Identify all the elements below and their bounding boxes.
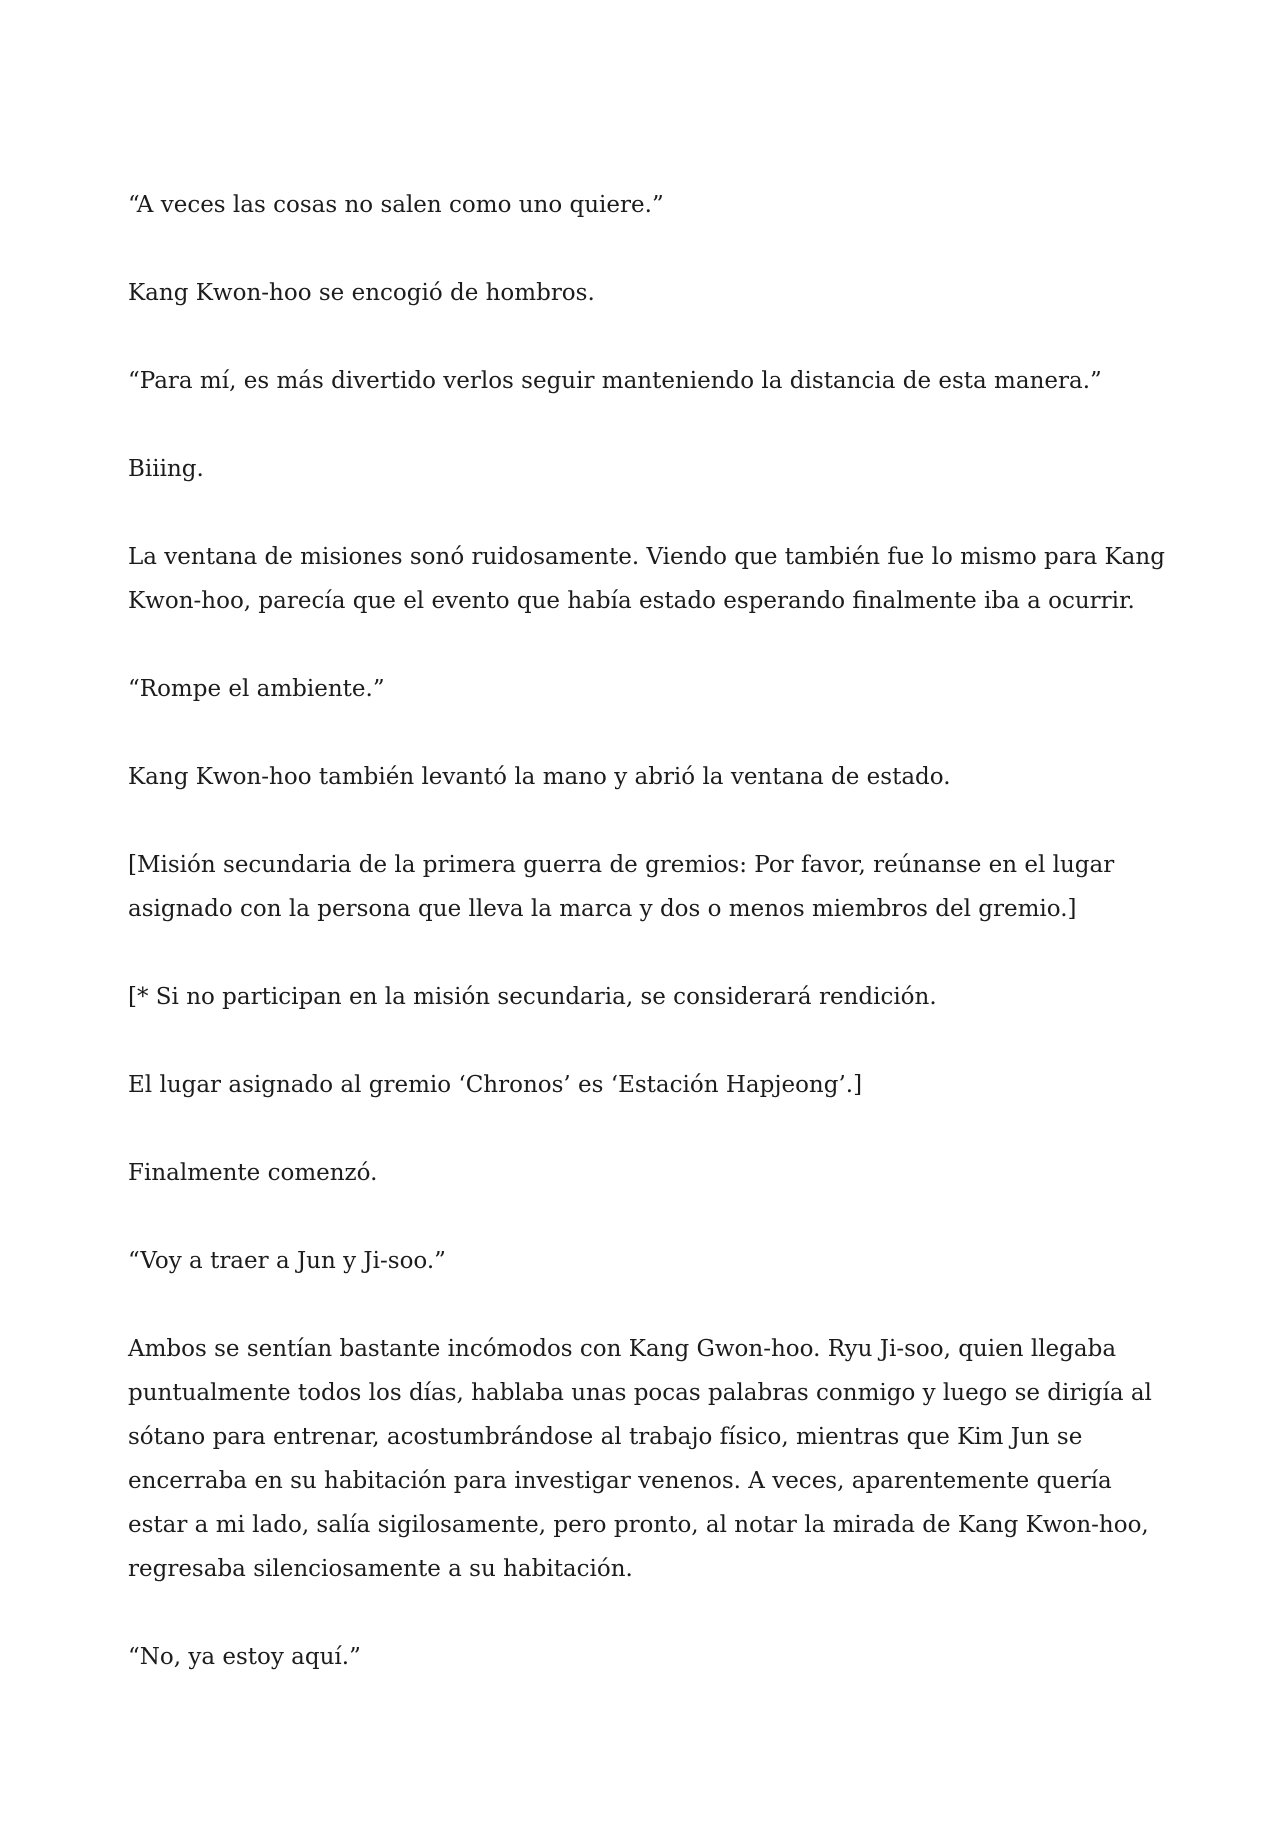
- paragraph: Kang Kwon-hoo se encogió de hombros.: [128, 280, 595, 306]
- paragraph: “A veces las cosas no salen como uno quiere.”: [128, 192, 664, 218]
- paragraph: Kang Kwon-hoo también levantó la mano y abrió la ventana de estado.: [128, 764, 951, 790]
- paragraph: [Misión secundaria de la primera guerra de gremios: Por favor, reúnanse en el lugar asignado con la persona que lleva la marca y dos o menos miembros del gremio.]: [128, 852, 1115, 922]
- paragraph: La ventana de misiones sonó ruidosamente. Viendo que también fue lo mismo para Kang Kwon-hoo, parecía que el evento que había estado esperando finalmente iba a ocurrir.: [128, 544, 1165, 614]
- paragraph: El lugar asignado al gremio ‘Chronos’ es ‘Estación Hapjeong’.]: [128, 1072, 863, 1098]
- paragraph: “Para mí, es más divertido verlos seguir manteniendo la distancia de esta manera.”: [128, 368, 1102, 394]
- paragraph: Ambos se sentían bastante incómodos con Kang Gwon-hoo. Ryu Ji-soo, quien llegaba puntualmente todos los días, hablaba unas pocas palabras conmigo y luego se dirigía al sótano para entrenar, acostumbrándose al trabajo físico, mientras que Kim Jun se encerraba en su habitación para investigar venenos. A veces, aparentemente quería estar a mi lado, salía sigilosamente, pero pronto, al notar la mirada de Kang Kwon-hoo, regresaba silenciosamente a su habitación.: [128, 1336, 1152, 1582]
- paragraph: “Rompe el ambiente.”: [128, 676, 385, 702]
- paragraph: “Voy a traer a Jun y Ji-soo.”: [128, 1248, 446, 1274]
- paragraph: [* Si no participan en la misión secundaria, se considerará rendición.: [128, 984, 937, 1010]
- paragraph: Biiing.: [128, 456, 204, 482]
- paragraph: Finalmente comenzó.: [128, 1160, 378, 1186]
- document-body: [128, 183, 1168, 1723]
- paragraph: “No, ya estoy aquí.”: [128, 1644, 361, 1670]
